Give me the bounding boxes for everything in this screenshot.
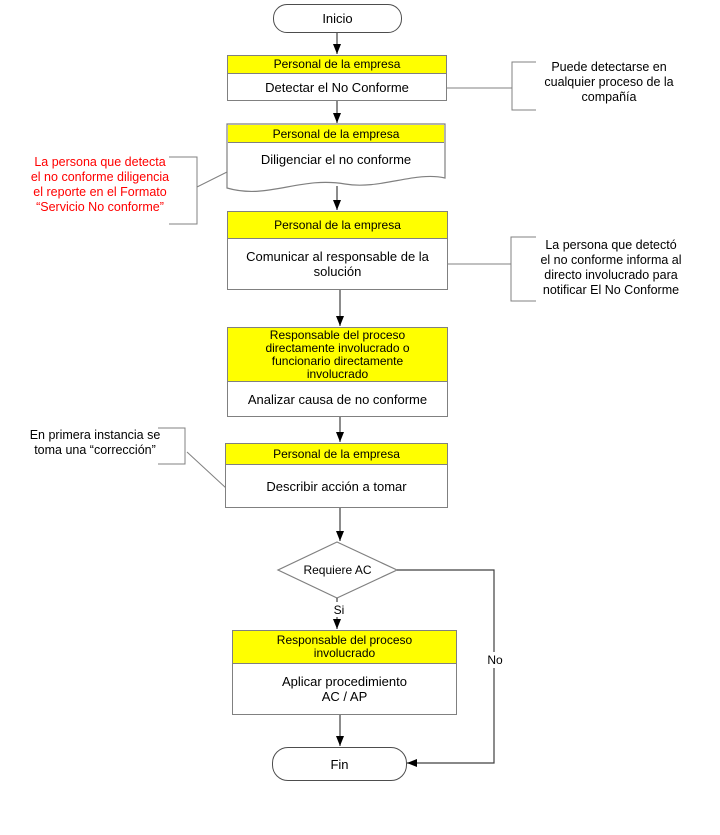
decision-no-label: No: [481, 652, 509, 668]
process-comunicar-body: Comunicar al responsable de la solución: [246, 249, 429, 279]
process-aplicar: [232, 630, 457, 715]
document-diligenciar-header: Personal de la empresa: [228, 125, 444, 143]
decision-yes-label: Si: [329, 602, 349, 617]
connector-diligenciar-annotation: [197, 172, 227, 187]
process-detectar: [227, 55, 447, 101]
end-label: Fin: [330, 756, 349, 772]
process-detectar-header: Personal de la empresa: [228, 56, 446, 74]
document-diligenciar-body: Diligenciar el no conforme: [260, 151, 412, 167]
end-terminator: [272, 747, 407, 781]
process-describir-body: Describir acción a tomar: [266, 478, 407, 494]
decision-label: Requiere AC: [303, 563, 372, 577]
process-analizar: [227, 327, 448, 417]
process-comunicar: [227, 211, 448, 290]
process-describir-header: Personal de la empresa: [226, 444, 447, 465]
connector-describir-annotation: [187, 452, 226, 488]
process-describir: [225, 443, 448, 508]
annotation-detectar: Puede detectarse en cualquier proceso de la compañía: [544, 60, 674, 104]
process-comunicar-header: Personal de la empresa: [228, 212, 447, 239]
process-analizar-header: Responsable del proceso directamente involucrado o funcionario directamente involucrado: [228, 328, 447, 382]
annotation-comunicar: La persona que detectó el no conforme informa al directo involucrado para notificar El No Conforme: [540, 238, 682, 297]
process-aplicar-header: Responsable del proceso involucrado: [233, 631, 456, 664]
start-terminator: [273, 4, 402, 33]
process-aplicar-body: Aplicar procedimiento AC / AP: [281, 674, 407, 704]
annotation-describir: En primera instancia se toma una “corrección”: [29, 428, 161, 457]
process-analizar-body: Analizar causa de no conforme: [247, 391, 428, 407]
start-label: Inicio: [322, 11, 353, 26]
process-detectar-body: Detectar el No Conforme: [265, 79, 409, 95]
annotation-diligenciar: La persona que detecta el no conforme diligencia el reporte en el Formato “Servicio No conforme”: [30, 155, 170, 214]
